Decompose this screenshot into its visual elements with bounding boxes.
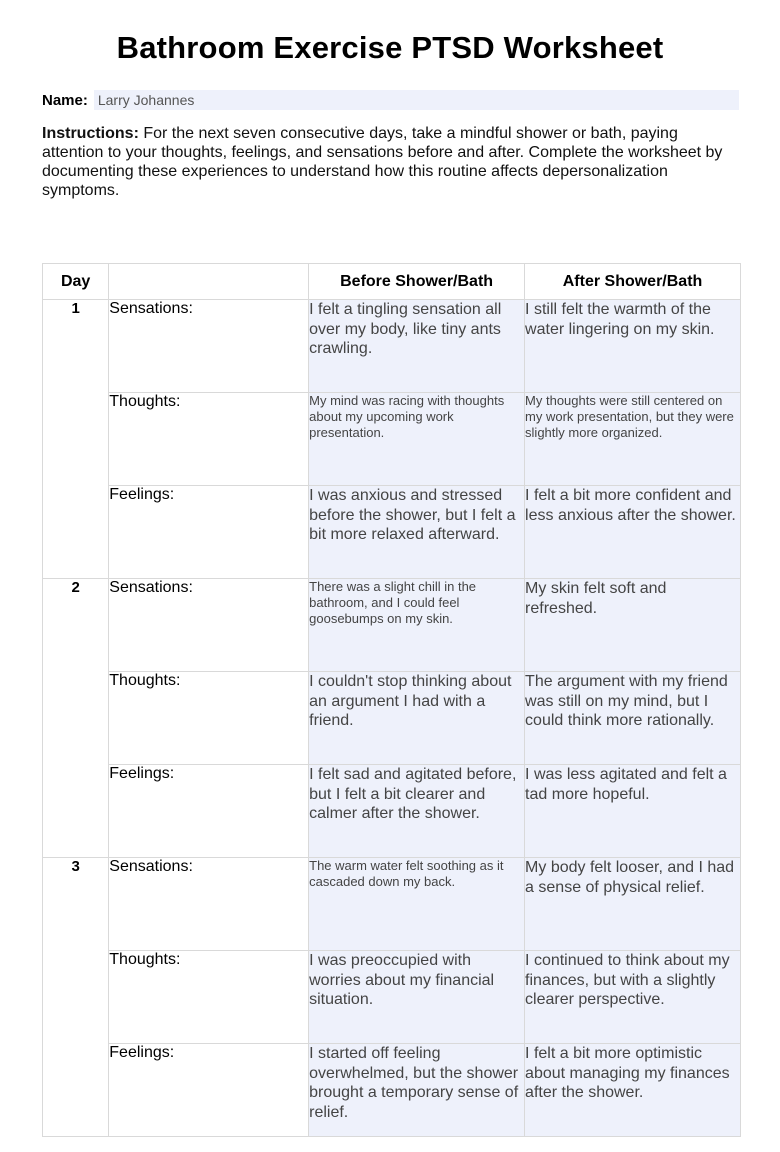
row-label: Thoughts: bbox=[109, 672, 309, 765]
before-cell[interactable]: I started off feeling overwhelmed, but the shower brought a temporary sense of relief. bbox=[309, 1044, 525, 1137]
after-cell[interactable]: The argument with my friend was still on my mind, but I could think more rationally. bbox=[525, 672, 741, 765]
before-cell[interactable]: The warm water felt soothing as it cascaded down my back. bbox=[309, 858, 525, 951]
after-cell[interactable]: I felt a bit more confident and less anxious after the shower. bbox=[525, 486, 741, 579]
table-row bbox=[43, 672, 741, 765]
name-row bbox=[42, 90, 739, 110]
header-day: Day bbox=[43, 264, 109, 300]
instructions-text: For the next seven consecutive days, take a mindful shower or bath, paying attention to your thoughts, feelings, and sensations before and after. Complete the worksheet by documenting these experiences to understand how this routine affects depersonalization symptoms. bbox=[42, 125, 723, 199]
day-number: 3 bbox=[43, 858, 109, 1137]
before-cell[interactable]: I was anxious and stressed before the shower, but I felt a bit more relaxed afterward. bbox=[309, 486, 525, 579]
before-cell[interactable]: I was preoccupied with worries about my financial situation. bbox=[309, 951, 525, 1044]
row-label: Feelings: bbox=[109, 486, 309, 579]
table-row bbox=[43, 486, 741, 579]
row-label: Sensations: bbox=[109, 579, 309, 672]
after-cell[interactable]: I was less agitated and felt a tad more hopeful. bbox=[525, 765, 741, 858]
page-title: Bathroom Exercise PTSD Worksheet bbox=[116, 30, 664, 65]
row-label: Thoughts: bbox=[109, 393, 309, 486]
before-cell[interactable]: There was a slight chill in the bathroom, and I could feel goosebumps on my skin. bbox=[309, 579, 525, 672]
table-row bbox=[43, 300, 741, 393]
before-cell[interactable]: I felt a tingling sensation all over my body, like tiny ants crawling. bbox=[309, 300, 525, 393]
table-row bbox=[43, 765, 741, 858]
row-label: Sensations: bbox=[109, 300, 309, 393]
table-row bbox=[43, 858, 741, 951]
after-cell[interactable]: I still felt the warmth of the water lingering on my skin. bbox=[525, 300, 741, 393]
instructions bbox=[42, 124, 732, 200]
header-before: Before Shower/Bath bbox=[309, 264, 525, 300]
after-cell[interactable]: My body felt looser, and I had a sense of physical relief. bbox=[525, 858, 741, 951]
instructions-label: Instructions: bbox=[42, 125, 139, 142]
row-label: Thoughts: bbox=[109, 951, 309, 1044]
after-cell[interactable]: I continued to think about my finances, but with a slightly clearer perspective. bbox=[525, 951, 741, 1044]
header-blank bbox=[109, 264, 309, 300]
table-row bbox=[43, 393, 741, 486]
before-cell[interactable]: My mind was racing with thoughts about my upcoming work presentation. bbox=[309, 393, 525, 486]
name-label: Name: bbox=[42, 91, 88, 109]
worksheet-table bbox=[42, 263, 741, 1137]
day-number: 1 bbox=[43, 300, 109, 579]
name-field[interactable]: Larry Johannes bbox=[94, 90, 739, 110]
table-row bbox=[43, 951, 741, 1044]
before-cell[interactable]: I couldn't stop thinking about an argument I had with a friend. bbox=[309, 672, 525, 765]
after-cell[interactable]: My thoughts were still centered on my work presentation, but they were slightly more organized. bbox=[525, 393, 741, 486]
day-number: 2 bbox=[43, 579, 109, 858]
row-label: Sensations: bbox=[109, 858, 309, 951]
table-row bbox=[43, 579, 741, 672]
row-label: Feelings: bbox=[109, 1044, 309, 1137]
table-row bbox=[43, 1044, 741, 1137]
header-after: After Shower/Bath bbox=[525, 264, 741, 300]
row-label: Feelings: bbox=[109, 765, 309, 858]
before-cell[interactable]: I felt sad and agitated before, but I felt a bit clearer and calmer after the shower. bbox=[309, 765, 525, 858]
after-cell[interactable]: I felt a bit more optimistic about managing my finances after the shower. bbox=[525, 1044, 741, 1137]
after-cell[interactable]: My skin felt soft and refreshed. bbox=[525, 579, 741, 672]
